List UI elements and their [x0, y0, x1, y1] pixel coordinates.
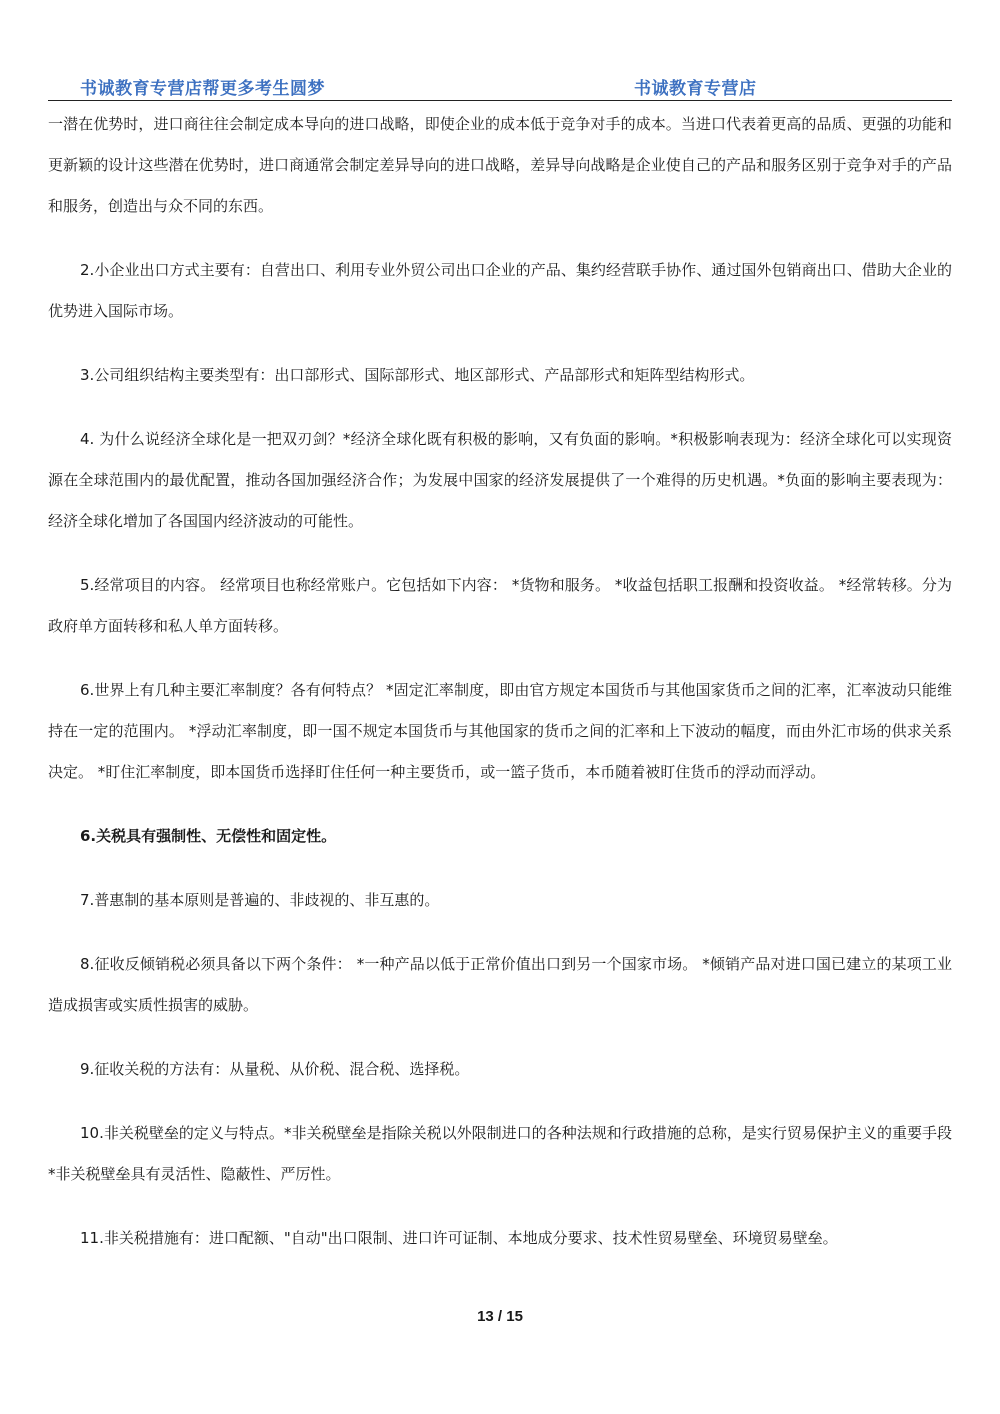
page-header	[48, 74, 952, 101]
document-body	[48, 104, 952, 1259]
paragraph-item-4: 4. 为什么说经济全球化是一把双刃剑？*经济全球化既有积极的影响，又有负面的影响。*积极影响表现为：经济全球化可以实现资源在全球范围内的最优配置，推动各国加强经济合作；为发展中国家的经济发展提供了一个难得的历史机遇。*负面的影响主要表现为：经济全球化增加了各国国内经济波动的可能性。	[48, 430, 952, 530]
paragraph-item-7: 7.普惠制的基本原则是普遍的、非歧视的、非互惠的。	[80, 891, 440, 909]
paragraph-item-9: 9.征收关税的方法有：从量税、从价税、混合税、选择税。	[80, 1060, 470, 1078]
paragraph-item-5: 5.经常项目的内容。 经常项目也称经常账户。它包括如下内容： *货物和服务。 *收益包括职工报酬和投资收益。 *经常转移。分为政府单方面转移和私人单方面转移。	[48, 576, 952, 635]
paragraph-continuation: 一潜在优势时，进口商往往会制定成本导向的进口战略，即使企业的成本低于竞争对手的成本。当进口代表着更高的品质、更强的功能和更新颖的设计这些潜在优势时，进口商通常会制定差异导向的进口战略，差异导向战略是企业使自己的产品和服务区别于竞争对手的产品和服务，创造出与众不同的东西。	[48, 115, 952, 215]
paragraph-item-3: 3.公司组织结构主要类型有：出口部形式、国际部形式、地区部形式、产品部形式和矩阵型结构形式。	[80, 366, 755, 384]
paragraph-item-6-tariff: 6.关税具有强制性、无偿性和固定性。	[80, 827, 337, 845]
paragraph-item-10: 10.非关税壁垒的定义与特点。*非关税壁垒是指除关税以外限制进口的各种法规和行政措施的总称，是实行贸易保护主义的重要手段 *非关税壁垒具有灵活性、隐蔽性、严厉性。	[48, 1124, 952, 1183]
paragraph-item-2: 2.小企业出口方式主要有：自营出口、利用专业外贸公司出口企业的产品、集约经营联手协作、通过国外包销商出口、借助大企业的优势进入国际市场。	[48, 261, 952, 320]
paragraph-item-6: 6.世界上有几种主要汇率制度？各有何特点？ *固定汇率制度，即由官方规定本国货币与其他国家货币之间的汇率，汇率波动只能维持在一定的范围内。 *浮动汇率制度，即一国不规定本国货币与其他国家的货币之间的汇率和上下波动的幅度，而由外汇市场的供求关系决定。 *盯住汇率制度，即本国货币选择盯住任何一种主要货币，或一篮子货币，本币随着被盯住货币的浮动而浮动。	[48, 681, 952, 781]
header-left-text: 书诚教育专营店帮更多考生圆梦	[80, 79, 325, 99]
header-right-text: 书诚教育专营店	[634, 79, 757, 99]
paragraph-item-11: 11.非关税措施有：进口配额、"自动"出口限制、进口许可证制、本地成分要求、技术性贸易壁垒、环境贸易壁垒。	[80, 1229, 838, 1247]
page-number: 13 / 15	[477, 1308, 523, 1325]
paragraph-item-8: 8.征收反倾销税必须具备以下两个条件： *一种产品以低于正常价值出口到另一个国家市场。 *倾销产品对进口国已建立的某项工业造成损害或实质性损害的威胁。	[48, 955, 952, 1014]
